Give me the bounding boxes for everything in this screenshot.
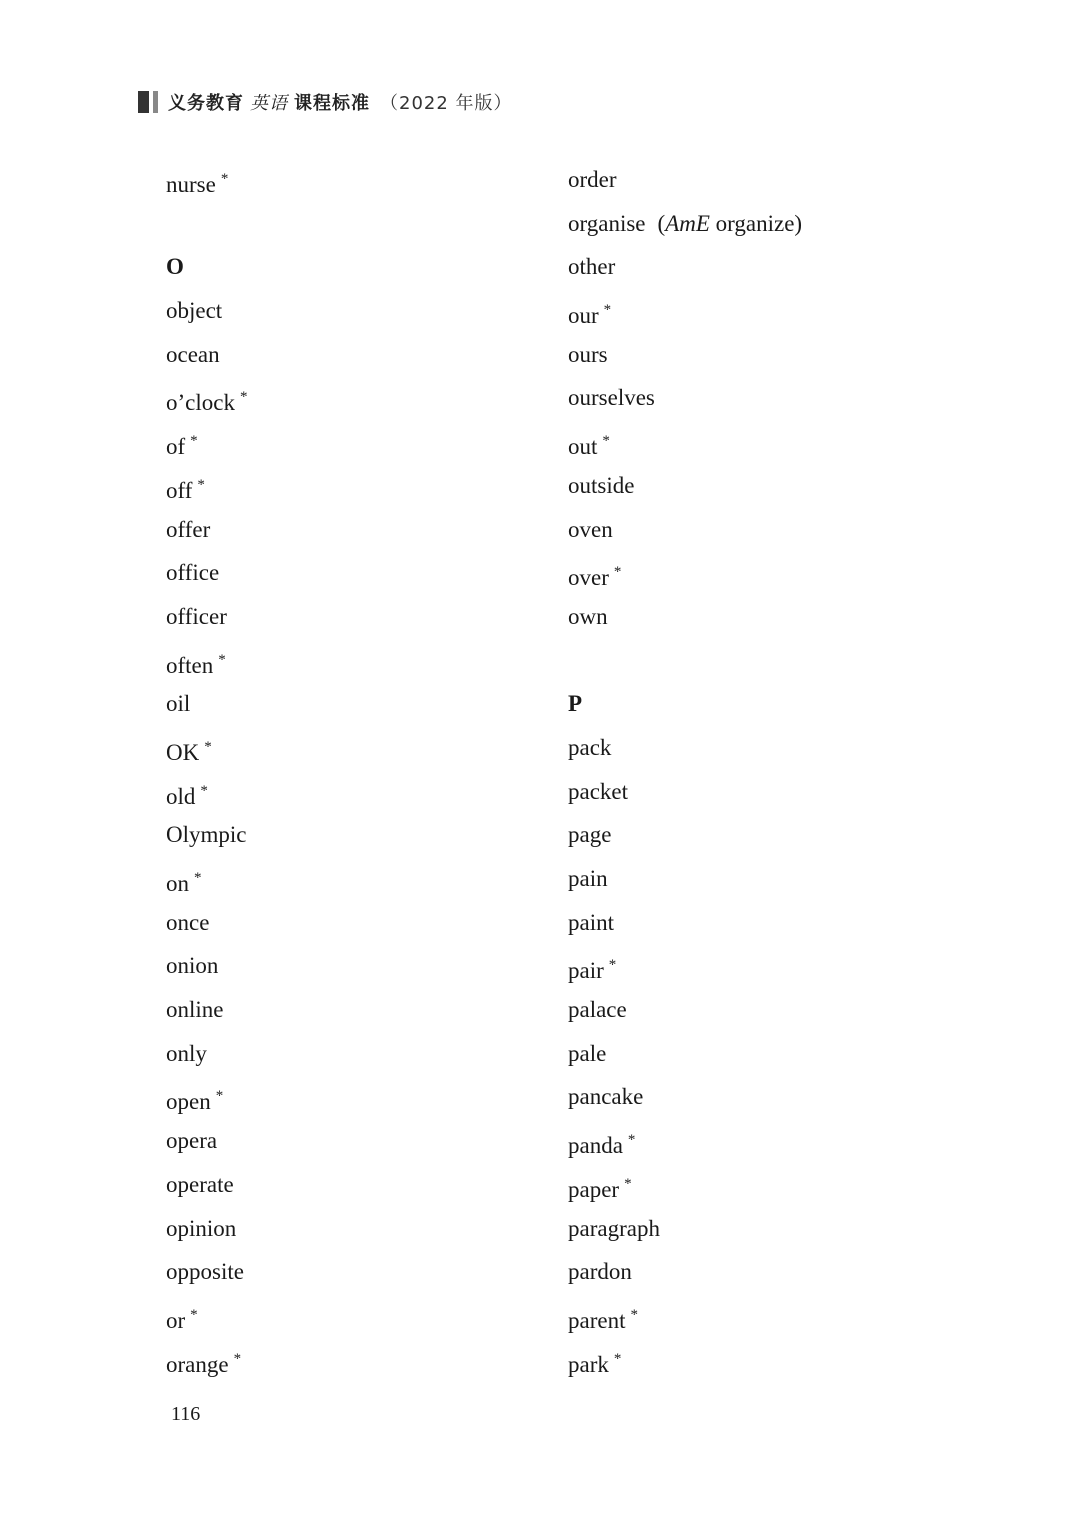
word-text: often xyxy=(166,652,214,678)
word-text: OK xyxy=(166,739,200,765)
blank-line xyxy=(166,202,247,246)
word-entry xyxy=(166,333,247,377)
word-entry xyxy=(166,1338,247,1382)
word-entry xyxy=(568,857,802,901)
asterisk-marker: * xyxy=(630,1306,638,1323)
word-text: packet xyxy=(568,778,629,804)
word-entry xyxy=(568,813,802,857)
asterisk-marker: * xyxy=(197,476,205,493)
header-title-edition: （2022 年版） xyxy=(380,93,513,114)
header-title-part1: 义务教育 xyxy=(168,93,244,114)
word-entry xyxy=(568,508,802,552)
word-text: or xyxy=(166,1307,186,1333)
word-entry xyxy=(568,1294,802,1338)
asterisk-marker: * xyxy=(215,1088,224,1105)
word-entry xyxy=(166,1250,247,1294)
asterisk-marker: * xyxy=(190,1306,198,1323)
word-entry xyxy=(568,376,802,420)
word-text: park xyxy=(568,1351,609,1377)
word-text: pain xyxy=(568,866,608,891)
word-entry xyxy=(166,1294,247,1338)
word-entry xyxy=(166,857,247,901)
page-number: 116 xyxy=(171,1403,201,1425)
word-entry xyxy=(568,1119,802,1163)
word-text: pair xyxy=(568,958,604,984)
word-text: pardon xyxy=(568,1259,632,1285)
word-entry xyxy=(166,464,247,508)
word-entry xyxy=(166,770,247,814)
note-open-paren: ( xyxy=(657,210,666,236)
word-text: online xyxy=(166,997,224,1023)
word-text: paint xyxy=(568,909,614,935)
asterisk-marker: * xyxy=(627,1132,636,1149)
word-text: offer xyxy=(166,516,211,542)
word-entry xyxy=(166,595,247,639)
header-title xyxy=(168,89,513,115)
word-entry xyxy=(568,158,802,202)
word-entry xyxy=(166,1032,247,1076)
word-entry xyxy=(568,464,802,508)
header-title-part3: 课程标准 xyxy=(294,93,370,114)
word-entry xyxy=(166,508,247,552)
word-text: our xyxy=(568,303,599,329)
word-entry xyxy=(568,289,802,333)
word-text: parent xyxy=(568,1307,626,1333)
header-title-part2: 英语 xyxy=(250,93,288,114)
asterisk-marker: * xyxy=(200,782,208,799)
word-entry xyxy=(568,1207,802,1251)
word-text: out xyxy=(568,434,598,460)
word-text: open xyxy=(166,1089,211,1115)
word-text: object xyxy=(166,298,223,324)
running-header xyxy=(138,88,513,116)
word-text: organise xyxy=(568,210,646,236)
word-text: o’clock xyxy=(166,390,235,416)
note-italic-label: AmE xyxy=(665,210,710,236)
asterisk-marker: * xyxy=(220,171,229,187)
word-text: opinion xyxy=(166,1215,237,1241)
word-entry xyxy=(166,988,247,1032)
word-entry xyxy=(568,420,802,464)
word-text: nurse xyxy=(166,172,216,197)
word-text: office xyxy=(166,560,220,586)
word-entry xyxy=(568,770,802,814)
word-text: of xyxy=(166,434,186,460)
word-text: on xyxy=(166,871,189,896)
asterisk-marker: * xyxy=(218,651,226,668)
word-entry xyxy=(166,420,247,464)
variant-note xyxy=(658,211,803,236)
word-text: O xyxy=(166,254,184,280)
word-entry xyxy=(166,726,247,770)
asterisk-marker: * xyxy=(204,738,212,755)
asterisk-marker: * xyxy=(194,870,202,886)
word-entry xyxy=(568,944,802,988)
word-entry xyxy=(568,333,802,377)
word-text: Olympic xyxy=(166,822,247,848)
header-bar-icon xyxy=(138,91,158,113)
asterisk-marker: * xyxy=(613,1350,622,1367)
blank-line xyxy=(568,639,802,683)
word-text: other xyxy=(568,254,616,280)
asterisk-marker: * xyxy=(613,564,622,581)
word-list-right-column xyxy=(568,158,802,1381)
word-text: pale xyxy=(568,1040,607,1066)
word-text: P xyxy=(568,691,583,717)
asterisk-marker: * xyxy=(602,433,610,450)
word-entry xyxy=(166,1119,247,1163)
word-entry xyxy=(166,682,247,726)
word-text: oil xyxy=(166,691,191,717)
section-letter-heading xyxy=(166,245,247,289)
word-text: over xyxy=(568,565,609,591)
word-entry xyxy=(166,551,247,595)
asterisk-marker: * xyxy=(603,302,612,319)
asterisk-marker: * xyxy=(608,957,617,974)
note-variant-text: organize) xyxy=(709,210,803,236)
word-entry xyxy=(166,944,247,988)
word-entry xyxy=(568,1250,802,1294)
word-text: pack xyxy=(568,734,612,760)
word-entry xyxy=(166,1207,247,1251)
section-letter-heading xyxy=(568,682,802,726)
word-text: opera xyxy=(166,1128,218,1154)
word-entry xyxy=(568,595,802,639)
asterisk-marker: * xyxy=(190,433,198,450)
word-text: panda xyxy=(568,1133,623,1159)
word-entry xyxy=(166,813,247,857)
word-entry xyxy=(568,1338,802,1382)
word-text: officer xyxy=(166,603,227,629)
word-entry xyxy=(166,639,247,683)
word-text: pancake xyxy=(568,1084,644,1110)
word-list-left-column xyxy=(166,158,247,1381)
word-entry xyxy=(568,245,802,289)
word-text: operate xyxy=(166,1171,234,1197)
word-entry xyxy=(166,158,247,202)
word-text: order xyxy=(568,167,617,192)
word-text: off xyxy=(166,477,193,503)
word-text: onion xyxy=(166,953,219,979)
word-text: old xyxy=(166,783,196,809)
word-entry xyxy=(568,726,802,770)
word-text: orange xyxy=(166,1351,229,1377)
word-text: outside xyxy=(568,472,635,498)
word-entry xyxy=(166,289,247,333)
word-text: oven xyxy=(568,516,613,542)
word-entry xyxy=(568,1075,802,1119)
word-entry xyxy=(568,202,802,246)
word-entry xyxy=(166,1163,247,1207)
word-entry xyxy=(166,901,247,945)
word-entry xyxy=(568,1163,802,1207)
word-text: only xyxy=(166,1040,207,1066)
word-entry xyxy=(568,901,802,945)
word-entry xyxy=(568,551,802,595)
asterisk-marker: * xyxy=(233,1350,242,1367)
word-entry xyxy=(166,1075,247,1119)
word-text: page xyxy=(568,822,612,848)
word-text: ours xyxy=(568,341,608,367)
word-text: paragraph xyxy=(568,1215,660,1241)
word-entry xyxy=(568,988,802,1032)
word-text: ourselves xyxy=(568,385,655,411)
word-text: palace xyxy=(568,997,627,1023)
word-text: paper xyxy=(568,1176,620,1202)
asterisk-marker: * xyxy=(239,389,248,406)
word-entry xyxy=(568,1032,802,1076)
word-text: own xyxy=(568,603,608,629)
asterisk-marker: * xyxy=(624,1175,632,1192)
word-text: once xyxy=(166,909,210,935)
word-entry xyxy=(166,376,247,420)
word-text: opposite xyxy=(166,1259,244,1285)
word-text: ocean xyxy=(166,341,220,367)
